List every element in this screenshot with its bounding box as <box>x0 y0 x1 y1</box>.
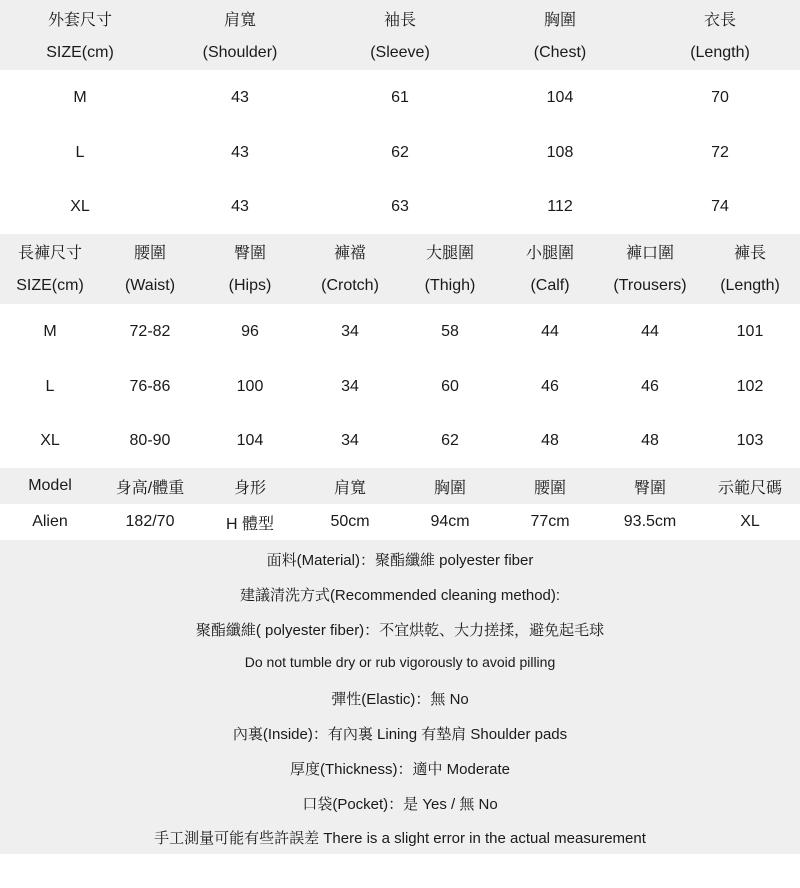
pants-size-table <box>0 234 800 468</box>
model-shoulder: 50cm <box>330 513 370 530</box>
product-notes <box>0 540 800 854</box>
jacket-length: 74 <box>711 198 729 215</box>
jacket-size: L <box>75 143 85 161</box>
pants-size: M <box>43 322 57 340</box>
pants-hips: 100 <box>236 377 264 395</box>
pants-length: 103 <box>736 432 764 449</box>
pants-header-zh-5: 小腿圍 <box>525 244 574 262</box>
pants-header-en-1: (Waist) <box>124 277 176 294</box>
model-header-0: Model <box>28 477 72 494</box>
model-header-5: 腰圍 <box>533 479 566 497</box>
note-cleaning-zh: 聚酯纖維( polyester fiber)：不宜烘乾、大力搓揉，避免起毛球 <box>195 622 605 639</box>
jacket-header-zh-2: 袖長 <box>383 11 416 29</box>
table-row <box>0 504 800 540</box>
pants-hips: 104 <box>236 432 264 449</box>
pants-header <box>0 234 800 304</box>
note-pocket: 口袋(Pocket)：是 Yes / 無 No <box>302 796 498 813</box>
pants-length: 101 <box>736 322 764 340</box>
pants-header-zh-0: 長褲尺寸 <box>17 244 82 262</box>
jacket-header-zh-3: 胸圍 <box>543 11 576 29</box>
jacket-header-zh-4: 衣長 <box>703 11 736 29</box>
pants-crotch: 34 <box>341 377 359 395</box>
pants-header-en-3: (Crotch) <box>321 277 379 294</box>
model-header-1: 身高/體重 <box>115 479 185 497</box>
pants-thigh: 62 <box>441 432 459 449</box>
pants-trousers: 44 <box>641 322 659 340</box>
jacket-size: M <box>73 88 87 106</box>
table-row <box>0 359 800 414</box>
pants-header-zh-4: 大腿圍 <box>425 244 474 262</box>
jacket-size: XL <box>70 198 90 215</box>
jacket-chest: 104 <box>546 88 574 106</box>
jacket-header-en-1: (Shoulder) <box>202 44 278 61</box>
pants-hips: 96 <box>241 322 259 340</box>
pants-header-en-2: (Hips) <box>228 277 272 294</box>
pants-waist: 76-86 <box>129 377 171 395</box>
jacket-header-en-2: (Sleeve) <box>370 44 430 61</box>
pants-header-zh-1: 腰圍 <box>133 244 166 262</box>
pants-calf: 48 <box>541 432 559 449</box>
jacket-sleeve: 62 <box>391 143 409 161</box>
jacket-shoulder: 43 <box>231 198 249 215</box>
pants-size: XL <box>40 432 60 449</box>
note-thickness: 厚度(Thickness)：適中 Moderate <box>289 761 511 778</box>
pants-crotch: 34 <box>341 322 359 340</box>
model-size-worn: XL <box>740 513 760 530</box>
pants-size: L <box>45 377 55 395</box>
jacket-shoulder: 43 <box>231 143 249 161</box>
note-elastic: 彈性(Elastic)：無 No <box>331 691 469 708</box>
model-name: Alien <box>32 513 68 530</box>
model-header-7: 示範尺碼 <box>717 479 782 497</box>
jacket-sleeve: 61 <box>391 88 409 106</box>
model-body-type: H 體型 <box>225 515 274 533</box>
pants-length: 102 <box>736 377 764 395</box>
jacket-header-en-3: (Chest) <box>533 44 587 61</box>
pants-waist: 72-82 <box>129 322 171 340</box>
table-row <box>0 70 800 125</box>
table-row <box>0 304 800 359</box>
jacket-size-table <box>0 0 800 234</box>
table-row <box>0 180 800 234</box>
pants-waist: 80-90 <box>129 432 171 449</box>
model-header-6: 臀圍 <box>633 479 666 497</box>
table-row <box>0 125 800 180</box>
note-material: 面料(Material)：聚酯纖維 polyester fiber <box>266 552 534 569</box>
jacket-length: 70 <box>711 88 729 106</box>
jacket-header-en-4: (Length) <box>690 44 750 61</box>
jacket-shoulder: 43 <box>231 88 249 106</box>
pants-header-en-7: (Length) <box>720 277 780 294</box>
pants-trousers: 46 <box>641 377 659 395</box>
pants-crotch: 34 <box>341 432 359 449</box>
pants-header-zh-3: 褲襠 <box>333 244 366 262</box>
pants-calf: 44 <box>541 322 559 340</box>
pants-thigh: 60 <box>441 377 459 395</box>
pants-header-en-6: (Trousers) <box>613 277 687 294</box>
pants-trousers: 48 <box>641 432 659 449</box>
model-header <box>0 468 800 504</box>
pants-calf: 46 <box>541 377 559 395</box>
bottom-spacer <box>0 854 800 888</box>
jacket-header-zh-1: 肩寬 <box>223 11 256 29</box>
note-inside: 內裏(Inside)：有內裏 Lining 有墊肩 Shoulder pads <box>232 726 568 743</box>
pants-header-en-4: (Thigh) <box>424 277 476 294</box>
pants-header-zh-2: 臀圍 <box>233 244 266 262</box>
pants-header-zh-7: 褲長 <box>733 244 766 262</box>
model-header-2: 身形 <box>233 479 266 497</box>
jacket-header <box>0 0 800 70</box>
note-cleaning-title: 建議清洗方式(Recommended cleaning method): <box>239 587 561 604</box>
pants-header-zh-6: 褲口圍 <box>625 244 674 262</box>
pants-header-en-5: (Calf) <box>530 277 570 294</box>
table-row <box>0 414 800 468</box>
model-waist: 77cm <box>530 513 570 530</box>
jacket-sleeve: 63 <box>391 198 409 215</box>
jacket-header-en-0: SIZE(cm) <box>46 44 114 61</box>
model-table <box>0 468 800 540</box>
jacket-chest: 108 <box>546 143 574 161</box>
model-height-weight: 182/70 <box>125 513 175 530</box>
model-chest: 94cm <box>430 513 470 530</box>
model-header-3: 肩寬 <box>333 479 366 497</box>
note-cleaning-en: Do not tumble dry or rub vigorously to avoid pilling <box>244 654 556 670</box>
jacket-chest: 112 <box>547 198 573 215</box>
pants-header-en-0: SIZE(cm) <box>16 277 84 294</box>
model-header-4: 胸圍 <box>433 479 466 497</box>
jacket-header-zh-0: 外套尺寸 <box>47 11 112 29</box>
model-hips: 93.5cm <box>623 513 677 530</box>
note-measurement-error: 手工測量可能有些許誤差 There is a slight error in the actual measurement <box>154 830 646 847</box>
jacket-length: 72 <box>711 143 729 161</box>
pants-thigh: 58 <box>441 322 459 340</box>
